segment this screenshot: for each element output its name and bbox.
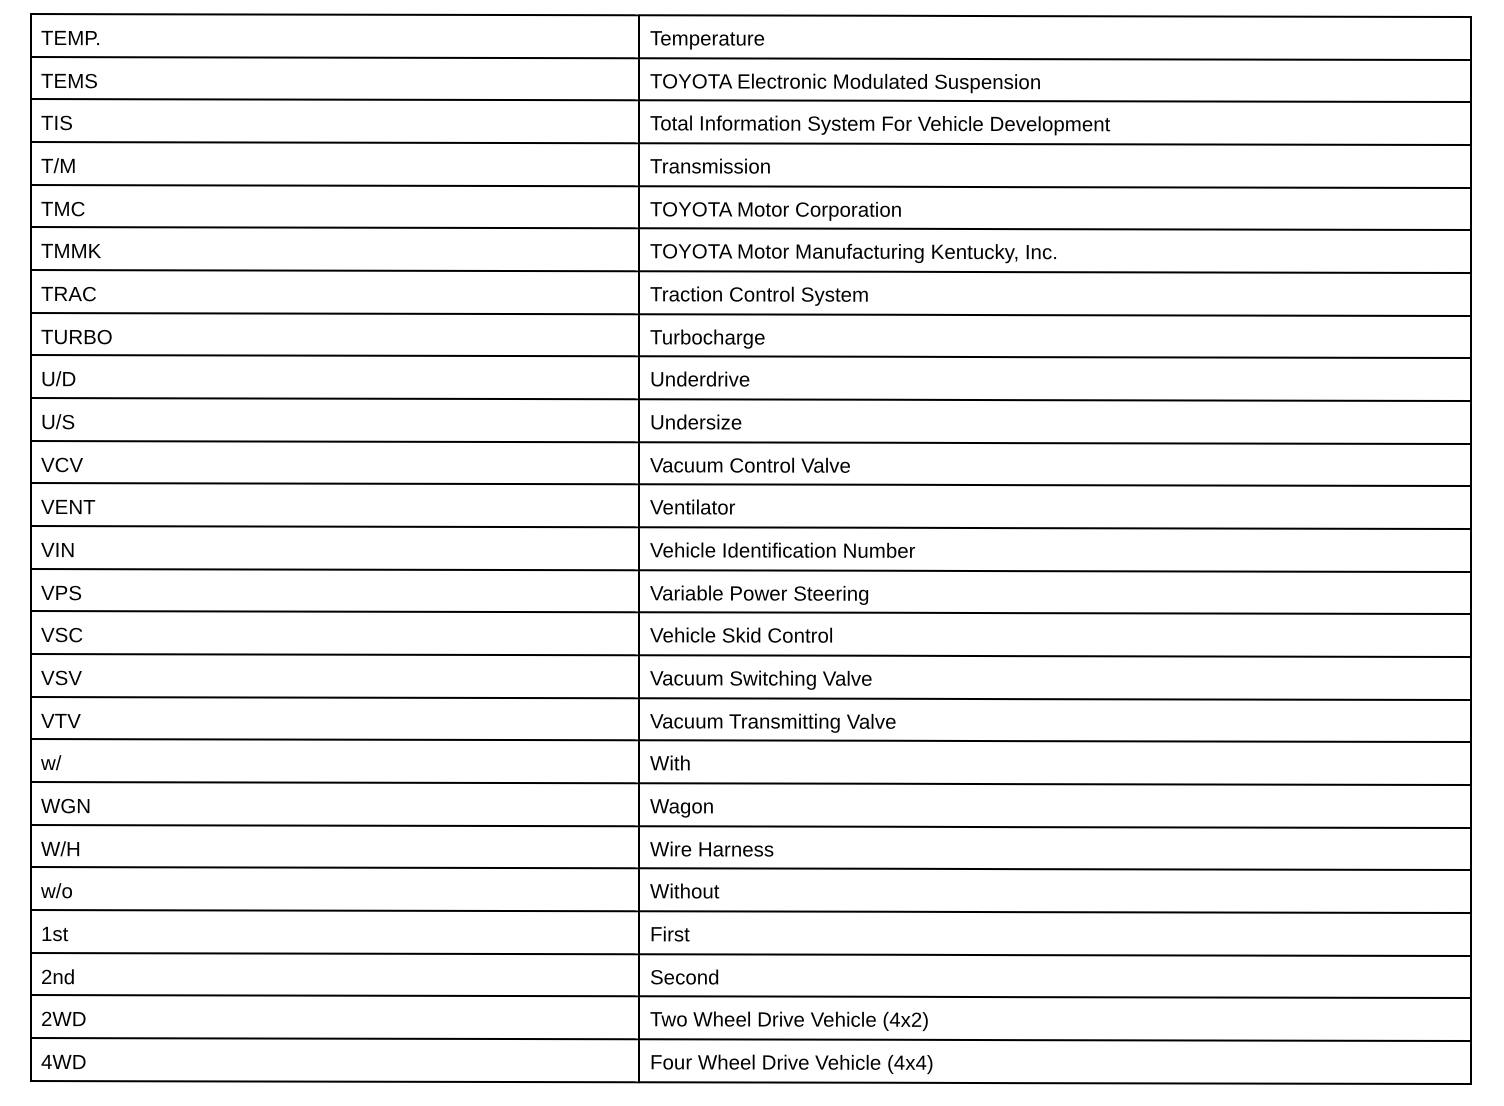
table-row xyxy=(31,569,1471,615)
table-row xyxy=(31,611,1471,657)
table-row xyxy=(31,270,1471,316)
table-row xyxy=(31,953,1471,999)
abbreviation-cell: U/D xyxy=(31,355,639,399)
definition-cell: Vacuum Transmitting Valve xyxy=(639,698,1471,742)
abbreviation-cell: 1st xyxy=(31,910,639,954)
table-row xyxy=(31,398,1471,444)
table-row xyxy=(31,313,1471,359)
abbreviation-cell: U/S xyxy=(31,398,639,442)
abbreviation-cell: 2nd xyxy=(31,953,639,997)
abbreviation-cell: VCV xyxy=(31,441,639,485)
abbreviation-cell: VTV xyxy=(31,697,639,741)
abbreviation-cell: T/M xyxy=(31,142,639,186)
definition-cell: Transmission xyxy=(639,143,1471,187)
definition-cell: First xyxy=(639,911,1471,955)
abbreviation-cell: TMMK xyxy=(31,227,639,271)
table-row xyxy=(31,57,1471,103)
abbreviation-cell: TEMS xyxy=(31,57,639,101)
abbreviation-cell: TRAC xyxy=(31,270,639,314)
abbreviation-table-body xyxy=(31,14,1471,1084)
table-row xyxy=(31,185,1471,231)
abbreviation-cell: TEMP. xyxy=(31,14,639,58)
table-row xyxy=(31,526,1471,572)
definition-cell: Underdrive xyxy=(639,357,1471,401)
table-row xyxy=(31,825,1471,871)
abbreviation-cell: VSV xyxy=(31,654,639,698)
table-row xyxy=(31,227,1471,273)
table-row xyxy=(31,910,1471,956)
definition-cell: Wire Harness xyxy=(639,826,1471,870)
abbreviation-cell: VPS xyxy=(31,569,639,613)
table-row xyxy=(31,995,1471,1041)
abbreviation-cell: TURBO xyxy=(31,313,639,357)
abbreviation-cell: 4WD xyxy=(31,1038,639,1082)
table-row xyxy=(31,1038,1471,1084)
abbreviation-cell: TMC xyxy=(31,185,639,229)
table-row xyxy=(31,441,1471,487)
table-row xyxy=(31,867,1471,913)
definition-cell: Second xyxy=(639,954,1471,998)
definition-cell: Variable Power Steering xyxy=(639,570,1471,614)
abbreviation-cell: VSC xyxy=(31,611,639,655)
definition-cell: Without xyxy=(639,869,1471,913)
abbreviation-cell: WGN xyxy=(31,782,639,826)
abbreviation-cell: VENT xyxy=(31,483,639,527)
definition-cell: Undersize xyxy=(639,399,1471,443)
abbreviation-table xyxy=(30,13,1472,1085)
table-row xyxy=(31,99,1471,145)
abbreviation-cell: w/o xyxy=(31,867,639,911)
table-row xyxy=(31,14,1471,60)
table-row xyxy=(31,654,1471,700)
definition-cell: TOYOTA Motor Corporation xyxy=(639,186,1471,230)
abbreviation-cell: W/H xyxy=(31,825,639,869)
definition-cell: Ventilator xyxy=(639,485,1471,529)
definition-cell: Turbocharge xyxy=(639,314,1471,358)
definition-cell: Vehicle Identification Number xyxy=(639,527,1471,571)
abbreviation-cell: w/ xyxy=(31,739,639,783)
abbreviation-cell: VIN xyxy=(31,526,639,570)
definition-cell: TOYOTA Motor Manufacturing Kentucky, Inc. xyxy=(639,229,1471,273)
abbreviation-cell: 2WD xyxy=(31,995,639,1039)
definition-cell: Two Wheel Drive Vehicle (4x2) xyxy=(639,997,1471,1041)
table-row xyxy=(31,355,1471,401)
definition-cell: Four Wheel Drive Vehicle (4x4) xyxy=(639,1039,1471,1083)
definition-cell: Vehicle Skid Control xyxy=(639,613,1471,657)
definition-cell: With xyxy=(639,741,1471,785)
table-row xyxy=(31,142,1471,188)
definition-cell: Vacuum Control Valve xyxy=(639,442,1471,486)
definition-cell: Temperature xyxy=(639,15,1471,59)
abbreviation-cell: TIS xyxy=(31,99,639,143)
definition-cell: TOYOTA Electronic Modulated Suspension xyxy=(639,58,1471,102)
definition-cell: Total Information System For Vehicle Development xyxy=(639,101,1471,145)
table-row xyxy=(31,782,1471,828)
definition-cell: Traction Control System xyxy=(639,271,1471,315)
definition-cell: Vacuum Switching Valve xyxy=(639,655,1471,699)
table-row xyxy=(31,483,1471,529)
definition-cell: Wagon xyxy=(639,783,1471,827)
table-row xyxy=(31,739,1471,785)
table-row xyxy=(31,697,1471,743)
